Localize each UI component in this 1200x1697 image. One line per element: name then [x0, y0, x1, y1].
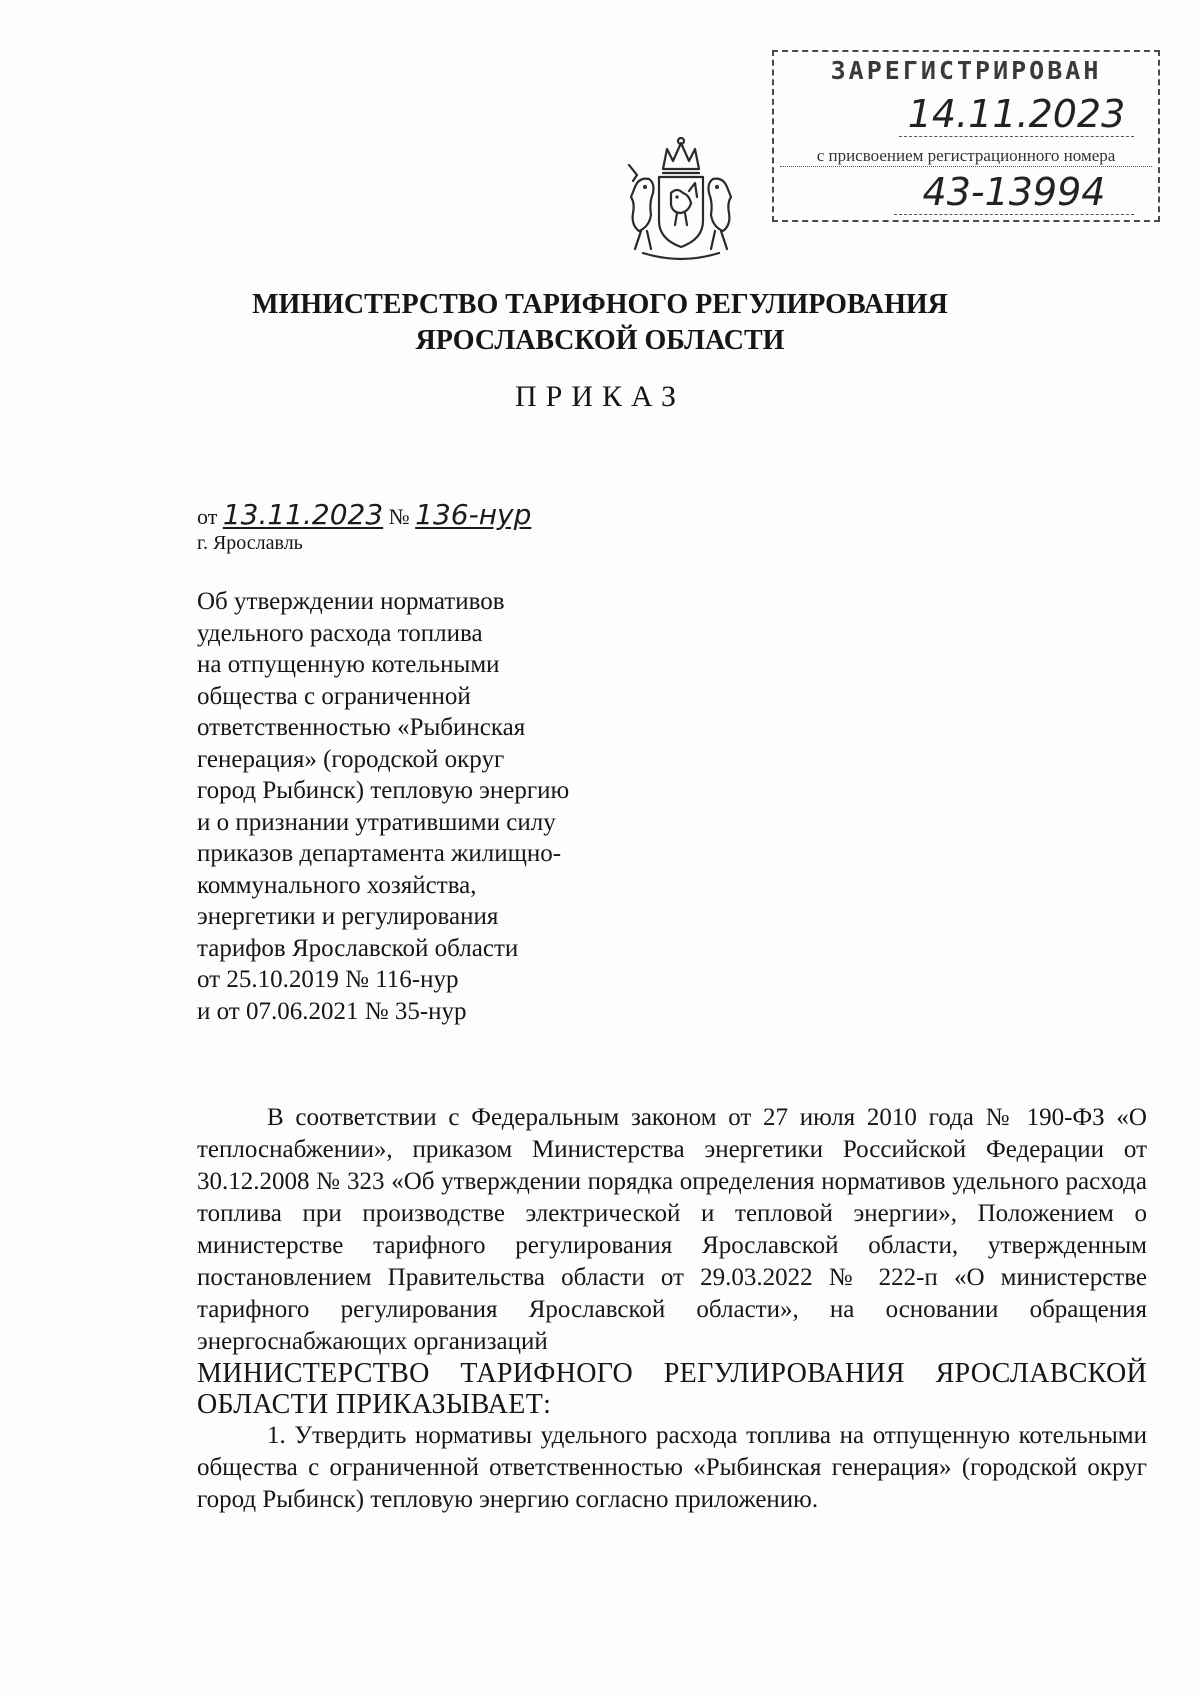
title-line: приказов департамента жилищно-	[197, 840, 562, 867]
ministry-name-line2: ЯРОСЛАВСКОЙ ОБЛАСТИ	[415, 325, 785, 356]
decree-line: МИНИСТЕРСТВО ТАРИФНОГО РЕГУЛИРОВАНИЯ ЯРОСЛАВСКОЙ ОБЛАСТИ ПРИКАЗЫВАЕТ:	[197, 1358, 1147, 1420]
preamble-paragraph: В соответствии с Федеральным законом от 27 июля 2010 года № 190-ФЗ «О теплоснабжении», приказом Министерства энергетики Российской Федерации от 30.12.2008 № 323 «Об утверждении порядка определения нормативов удельного расхода топлива при производстве электрической и тепловой энергии», Положением о министерстве тарифного регулирования Ярославской области, утвержденным постановлением Правительства области от 29.03.2022 № 222-п «О министерстве тарифного регулирования Ярославской области», на основании обращения энергоснабжающих организаций	[197, 1104, 1147, 1355]
ministry-name-line1: МИНИСТЕРСТВО ТАРИФНОГО РЕГУЛИРОВАНИЯ	[252, 289, 948, 320]
item-1-paragraph: 1. Утвердить нормативы удельного расхода топлива на отпущенную котельными общества с ограниченной ответственностью «Рыбинская генерация» (городской округ город Рыбинск) тепловую энергию согласно приложению.	[197, 1422, 1147, 1513]
order-title	[197, 586, 637, 1027]
city: г. Ярославль	[197, 532, 303, 554]
order-date: 13.11.2023	[222, 498, 384, 531]
title-line: и от 07.06.2021 № 35-нур	[197, 997, 467, 1025]
order-date-number	[197, 498, 531, 531]
registration-stamp	[772, 50, 1160, 222]
order-body	[197, 1102, 1147, 1516]
title-line: энергетики и регулирования	[197, 903, 499, 930]
order-number: 136-нур	[415, 498, 532, 531]
title-line: удельного расхода топлива	[197, 619, 483, 647]
title-line: город Рыбинск) тепловую энергию	[197, 777, 570, 804]
title-line: тарифов Ярославской области	[197, 934, 519, 962]
title-line: коммунального хозяйства,	[197, 871, 477, 899]
title-line: от 25.10.2019 № 116-нур	[197, 966, 459, 993]
from-label: от	[197, 504, 218, 529]
title-line: ответственностью «Рыбинская	[197, 714, 526, 741]
document-type: ПРИКАЗ	[515, 380, 685, 413]
title-line: Об утверждении нормативов	[197, 588, 505, 615]
number-label: №	[388, 504, 410, 529]
title-line: генерация» (городской округ	[197, 745, 505, 773]
title-line: и о признании утратившими силу	[197, 808, 556, 836]
ministry-header	[200, 287, 1000, 359]
stamp-heading: ЗАРЕГИСТРИРОВАН	[830, 56, 1102, 85]
title-line: общества с ограниченной	[197, 682, 471, 710]
coat-of-arms-icon	[615, 135, 747, 265]
stamp-subtitle: с присвоением регистрационного номера	[780, 146, 1152, 167]
stamp-date: 14.11.2023	[899, 92, 1134, 137]
stamp-registration-number: 43-13994	[894, 170, 1134, 215]
title-line: на отпущенную котельными	[197, 651, 500, 678]
